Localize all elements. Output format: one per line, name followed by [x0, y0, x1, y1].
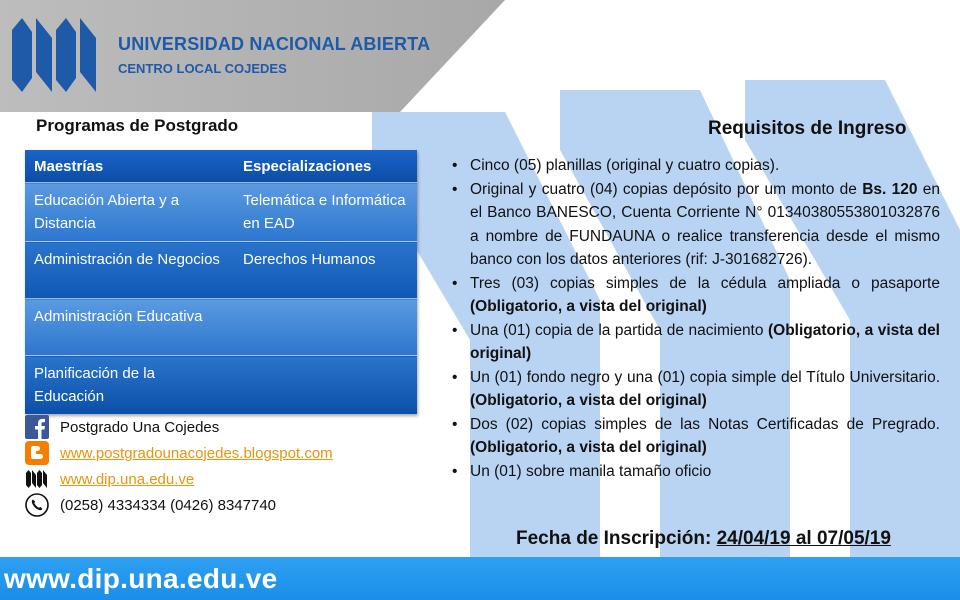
especializacion-cell: Telemática e Informática en EAD	[234, 183, 417, 242]
table-row	[25, 242, 417, 299]
maestria-cell: Planificación de la Educación	[25, 356, 234, 415]
maestria-cell: Administración de Negocios	[25, 242, 234, 299]
requirements-list	[450, 154, 940, 483]
programs-table	[25, 150, 417, 414]
programs-title: Programas de Postgrado	[36, 116, 239, 135]
maestria-cell: Administración Educativa	[25, 299, 234, 356]
column-header-especializaciones: Especializaciones	[234, 150, 417, 183]
inscription-dates	[516, 528, 891, 550]
list-item: • Dos (02) copias simples de las Notas Certificadas de Pregrado. (Obligatorio, a vista del original)	[450, 413, 940, 460]
inscription-date-range: 24/04/19 al 07/05/19	[716, 528, 891, 549]
especializacion-cell: Derechos Humanos	[234, 242, 417, 299]
table-row	[25, 356, 417, 415]
phone-numbers: (0258) 4334334 (0426) 8347740	[60, 497, 277, 514]
table-row	[25, 183, 417, 242]
header-background	[0, 0, 960, 112]
list-item: • Un (01) sobre manila tamaño oficio	[450, 460, 940, 484]
inscription-label: Fecha de Inscripción:	[516, 528, 712, 549]
especializacion-cell	[234, 356, 417, 415]
especializacion-cell	[234, 299, 417, 356]
requirements-title: Requisitos de Ingreso	[708, 118, 907, 139]
maestria-cell: Educación Abierta y a Distancia	[25, 183, 234, 242]
column-header-maestrias: Maestrías	[25, 150, 234, 183]
footer-banner	[0, 557, 960, 600]
local-center-name: CENTRO LOCAL COJEDES	[118, 61, 287, 76]
university-name: UNIVERSIDAD NACIONAL ABIERTA	[118, 34, 431, 54]
blogger-icon	[25, 441, 49, 465]
list-item: • Original y cuatro (04) copias depósito por um monto de Bs. 120 en el Banco BANESCO, Cuenta Corriente N° 01340380553801032876 a nombre de FUNDAUNA o realice transferencia desde el mismo banco con los datos anteriores (rif: J-301682726).	[450, 178, 940, 272]
footer-url[interactable]: www.dip.una.edu.ve	[4, 563, 278, 594]
table-row	[25, 299, 417, 356]
blog-link[interactable]: www.postgradounacojedes.blogspot.com	[60, 445, 333, 462]
header-banner	[0, 0, 960, 112]
list-item: • Una (01) copia de la partida de nacimiento (Obligatorio, a vista del original)	[450, 319, 940, 366]
list-item: • Un (01) fondo negro y una (01) copia simple del Título Universitario. (Obligatorio, a vista del original)	[450, 366, 940, 413]
website-link[interactable]: www.dip.una.edu.ve	[60, 471, 195, 488]
facebook-page-name: Postgrado Una Cojedes	[60, 419, 220, 436]
list-item: • Tres (03) copias simples de la cédula ampliada o pasaporte (Obligatorio, a vista del original)	[450, 272, 940, 319]
phone-icon	[25, 493, 49, 517]
list-item: • Cinco (05) planillas (original y cuatro copias).	[450, 154, 940, 178]
facebook-icon	[25, 415, 49, 439]
una-small-logo-icon	[25, 467, 49, 491]
